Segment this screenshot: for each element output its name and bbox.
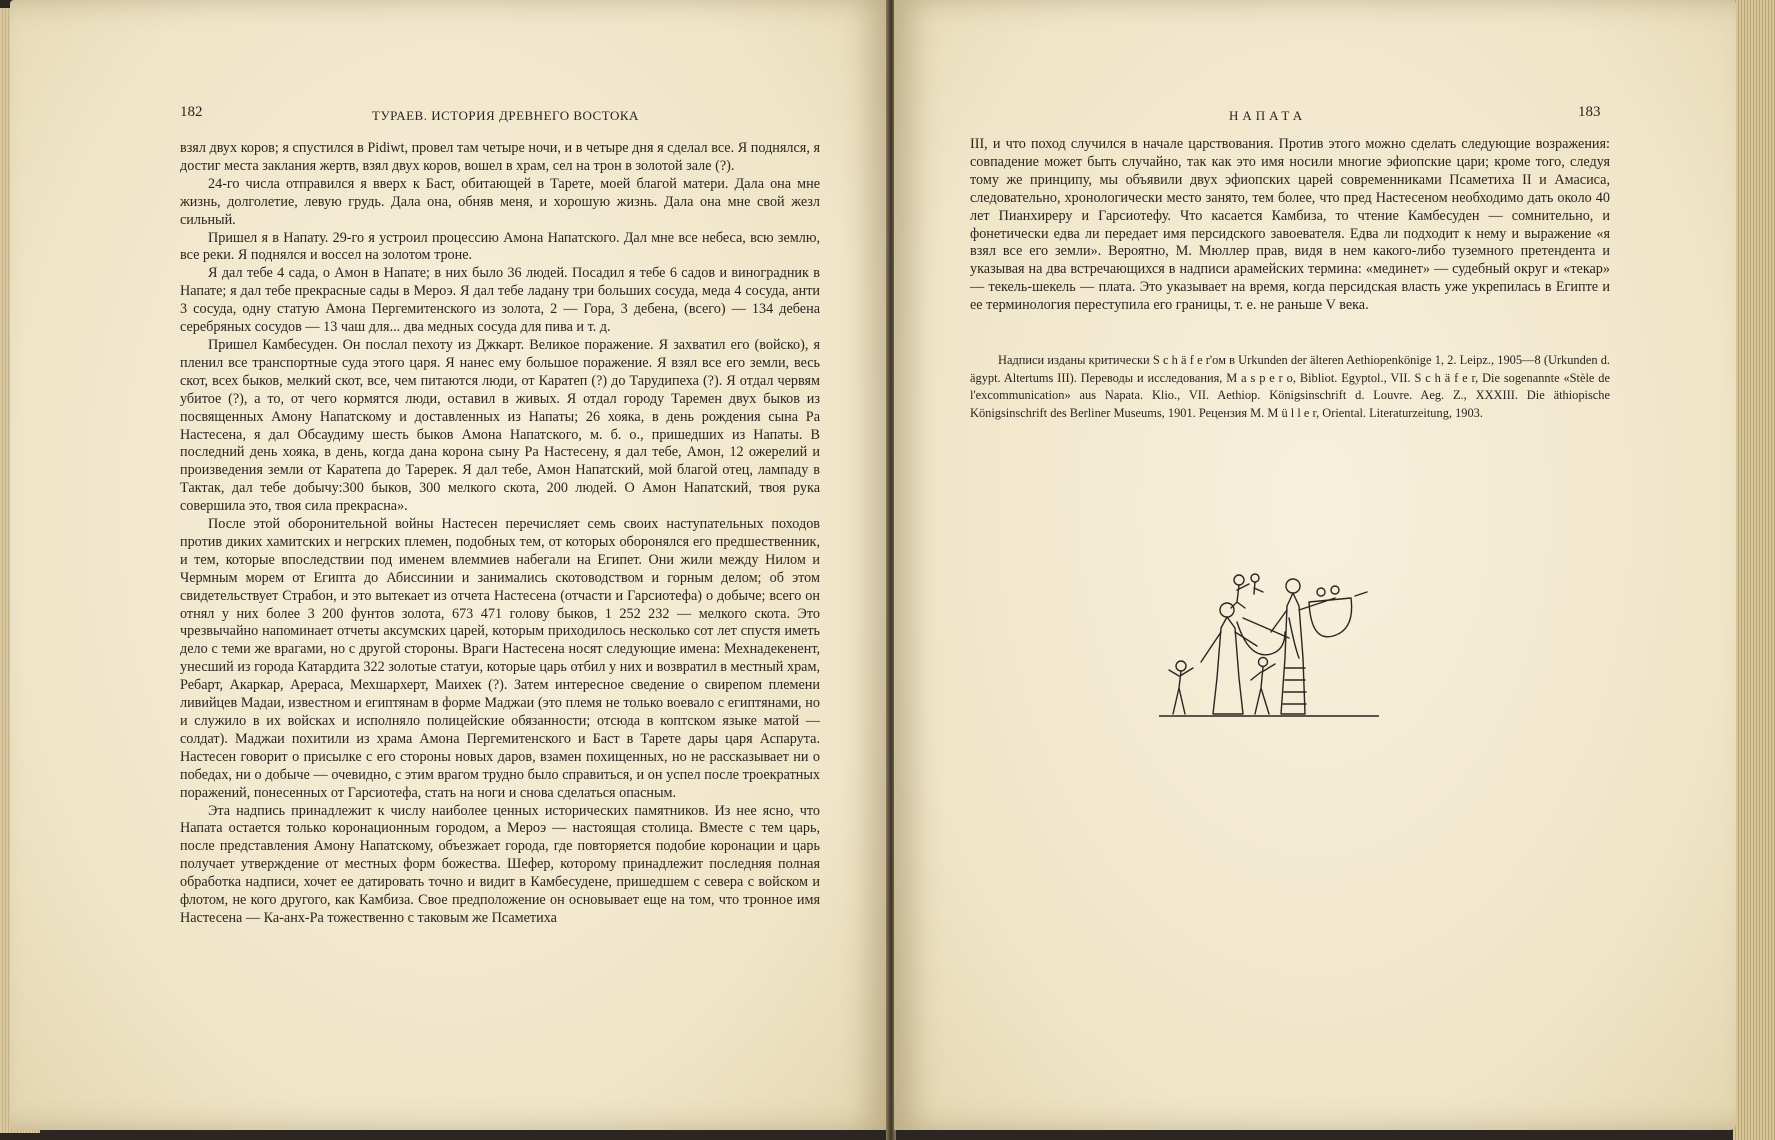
paragraph: взял двух коров; я спустился в Pidiwt, провел там четыре ночи, и в четыре дня я сделал все. Я поднялся, я достиг места заклания жертв, взял двух коров, вошел в храм, сел на трон в золотой зале (?). [180,140,820,174]
paragraph: III, и что поход случился в начале царствования. Против этого можно сделать следующие возражения: совпадение может быть случайно, так как это имя носили многие эфиопские цари; кроме того, следуя тому же принципу, мы объявили двух эфиопских царей современниками Псаметиха II и Амасиса, следовательно, хронологически место занято, тем более, что пред Настесеном необходимо дать около 40 лет Пианхиреру и Гарсиотефу. Что касается Камбиза, то чтение Камбесуден — сомнительно, и фонетически едва ли передает имя персидского завоевателя. Едва ли подходит к нему и выражение «я взял все его земли». Вероятно, М. Мюллер прав, видя в нем какого-либо туземного претендента и указывая на два встречающихся в надписи арамейских термина: «мединет» — судебный округ и «текар» — текель-шекель — плата. Это указывает на время, когда персидская власть уже укрепилась в Египте и ее терминология переступила его границы, т. е. не раньше V века. [970,136,1610,314]
paragraph: После этой оборонительной войны Настесен перечисляет семь своих наступательных походов против диких хамитских и негрских племен, подобных тем, от которых оборонялся его предшественник, и тем, которые впоследствии под именем влеммиев набегали на Египет. Они жили между Нилом и Чермным морем от Египта до Абиссинии и занимались скотоводством и горным делом; об этом свидетельствует Страбон, и это вытекает из отчета Настесена (отчасти и Гарсиотефа) о добыче; всего он отнял у них более 3 200 фунтов золота, 673 471 голову быков, 1 252 232 — мелкого скота. Это чрезвычайно напоминает отчеты аксумских царей, которым приходилось несколько сот лет спустя иметь дело с теми же врагами, но с другой стороны. Враги Настесена носят следующие имена: Мехнадекенент, унесший из города Катардита 322 золотые статуи, которые царь отбил у них и возвратил в местный храм, Ребарт, Акаркар, Арераса, Мехшархерт, Маихек (?). Затем интересное сведение о свирепом племени ливийцев Мадаи, известном и египтянам в форме Маджаи (это племя не только воевало с египтянами, но и служило в их войсках и исполняло полицейские обязанности; отсюда в коптском языке матой — солдат). Маджаи похитили из храма Амона Пергемитенского и Баст в Тарете дары царя Аспарута. Настесен говорит о присылке с его стороны новых даров, взамен похищенных, но не рассказывает ни о победах, ни о добыче — очевидно, с этим врагом трудно было справиться, и он успел после троекратных поражений, понесенных от Гарсиотефа, стать на ноги и снова сделаться опасным. [180,516,820,801]
left-page [10,0,888,1130]
page-number: 182 [180,104,203,120]
relief-drawing-icon [1159,558,1379,718]
running-head: НАПАТА [1229,108,1307,123]
running-head: ТУРАЕВ. ИСТОРИЯ ДРЕВНЕГО ВОСТОКА [372,108,639,123]
paragraph: Пришел я в Напату. 29-го я устроил процессию Амона Напатского. Дал мне все небеса, всю землю, все реки. Я поднялся и воссел на золотом троне. [180,229,820,264]
bibliographic-note: Надписи изданы критически S c h ä f e r'ом в Urkunden der älteren Aethiopenkönige 1, 2. Leipz., 1905—8 (Urkunden d. ägypt. Altertums III). Переводы и исследования, M a s p e r o, Bibliot. Egyptol., VII. S c h ä f e r, Die sogenannte «Stèle de l'excommunication» aus Napata. Klio., VII. Aethiop. Königsinschrift d. Louvre. Aeg. Z., XXXIII. Die äthiopische Königsinschrift des Berliner Museums, 1901. Рецензия M. M ü l l e r, Oriental. Literaturzeitung, 1903. [970,353,1610,420]
paragraph: 24-го числа отправился я вверх к Баст, обитающей в Тарете, моей благой матери. Дала она мне жизнь, долголетие, левую грудь. Дала она, обняв меня, и хорошую жизнь. Дала она мне свой жезл сильный. [180,175,820,228]
page-number: 183 [1578,104,1601,120]
paragraph: Пришел Камбесуден. Он послал пехоту из Джкарт. Великое поражение. Я захватил его (войско), я пленил все транспортные суда этого царя. Я нанес ему большое поражение. Я взял все его земли, весь скот, всех быков, мелкий скот, все, чем питаются люди, от Каратеп (?) до Тарудипеха (?). Я отдал червям убитое (?), а то, от чего кормятся люди, оставил в живых. Я отдал городу Таремен двух быков из посвященных Амону Напатскому и доставленных из Напаты; 26 хояка, в день рождения сына Ра Настесена, я дал Обсаудиму шесть быков Амона Напатского, м. б. о., пришедших из Напаты. В последний день хояка, в день, когда дана корона сыну Ра Настесену, я дал тебе, Амон, 12 ожерелий и произведения земли от Каратепа до Таререк. Я дал тебе, Амон Напатский, мой благой отец, лампаду в Тактак, дал тебе добычу:300 быков, 300 мелкого скота, 200 людей. О Амон Напатский, твоя рука совершила это, твоя сила прекрасна». [180,336,820,515]
page-edges-right [1733,0,1775,1140]
paragraph: Эта надпись принадлежит к числу наиболее ценных исторических памятников. Из нее ясно, что Напата остается только коронационным городом, а Мероэ — настоящая столица. Вместе с тем царь, после представления Амону Напатскому, объезжает города, где повторяется подобие коронации и царь получает утверждение от местных форм божества. Шефер, которому принадлежит последняя полная обработка надписи, хочет ее датировать точно и видит в Камбесудене, пришедшем с севера с войском и флотом, не кого другого, как Камбиза. Свое предположение он основывает еще на том, что тронное имя Настесена — Ка-анх-Ра тожественно с таковым же Псаметиха [180,802,820,926]
body-text [180,140,820,928]
paragraph: Я дал тебе 4 сада, о Амон в Напате; в них было 36 людей. Посадил я тебе 6 садов и виноградник в Напате; я дал тебе прекрасные сады в Мероэ. Я дал тебе ладану три больших сосуда, меда 4 сосуда, анти 3 сосуда, одну статую Амона Пергемитенского из золота, 2 — Гора, 3 дебена, (всего) — 134 дебена серебряных сосудов — 13 чаш для... два медных сосуда для пива и т. д. [180,265,820,336]
right-page [894,0,1736,1130]
body-text [970,136,1610,315]
